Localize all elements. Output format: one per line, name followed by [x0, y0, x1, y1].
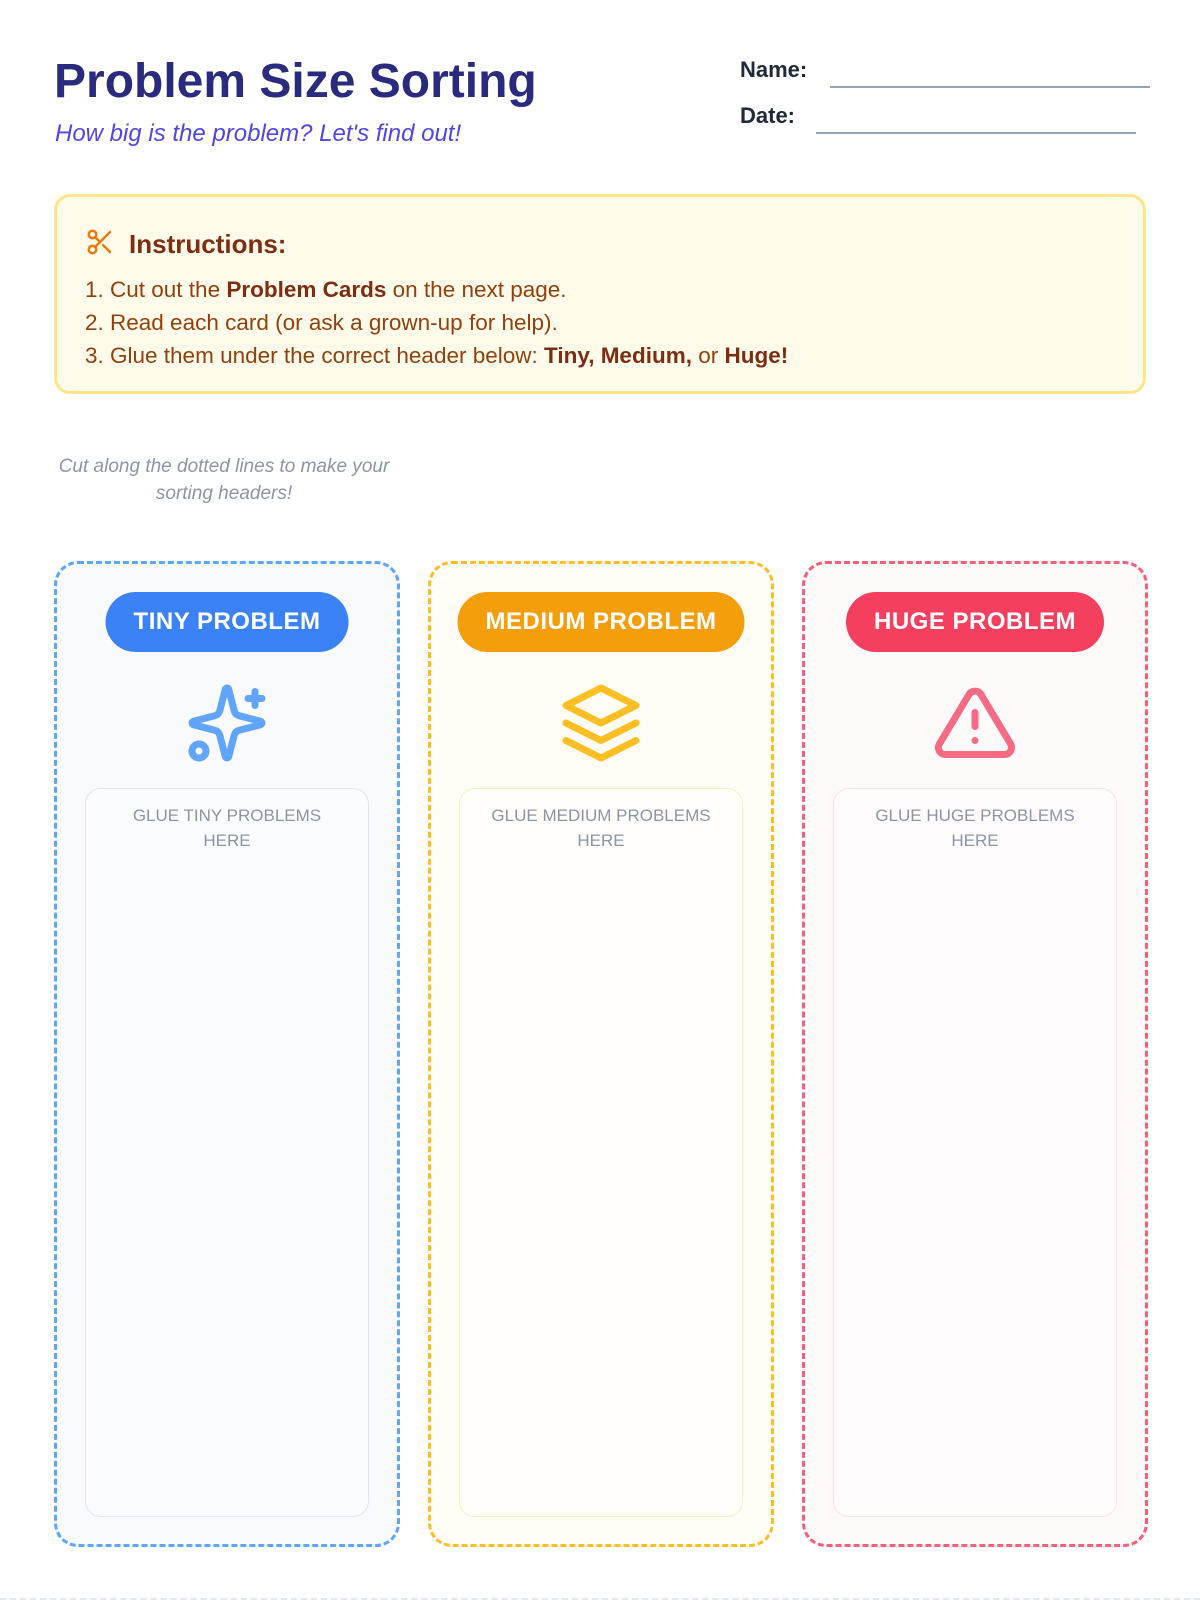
stack-layers-icon [559, 681, 643, 765]
step-bold: Tiny, Medium, [544, 343, 692, 368]
instruction-step-1 [85, 273, 788, 306]
date-field[interactable] [740, 100, 1150, 134]
instruction-step-3 [85, 339, 788, 372]
name-line[interactable] [830, 86, 1150, 88]
instructions-list [85, 273, 788, 372]
date-line[interactable] [816, 132, 1136, 134]
name-field[interactable] [740, 54, 1150, 88]
scissors-icon [85, 227, 115, 262]
huge-problem-header: HUGE PROBLEM [846, 592, 1104, 652]
tiny-problem-header: TINY PROBLEM [106, 592, 349, 652]
tiny-glue-area[interactable]: GLUE TINY PROBLEMS HERE [85, 788, 369, 1517]
medium-glue-area[interactable]: GLUE MEDIUM PROBLEMS HERE [459, 788, 743, 1517]
page-subtitle: How big is the problem? Let's find out! [55, 120, 462, 147]
instructions-header [85, 227, 286, 261]
step-text: 1. Cut out the [85, 277, 227, 302]
step-text: on the next page. [386, 277, 567, 302]
huge-glue-area[interactable]: GLUE HUGE PROBLEMS HERE [833, 788, 1117, 1517]
step-text: 3. Glue them under the correct header below: [85, 343, 545, 368]
step-text: or [691, 343, 725, 368]
step-bold: Problem Cards [226, 277, 387, 302]
instructions-title: Instructions: [129, 228, 287, 259]
sparkles-icon [185, 681, 269, 765]
instructions-box [54, 194, 1146, 394]
medium-problem-header: MEDIUM PROBLEM [458, 592, 745, 652]
huge-problem-column[interactable] [802, 561, 1148, 1547]
instruction-step-2 [85, 306, 788, 339]
date-label: Date: [740, 103, 796, 128]
step-bold: Huge! [724, 343, 789, 368]
name-label: Name: [740, 57, 808, 82]
step-text: 2. Read each card (or ask a grown-up for help). [85, 310, 558, 335]
warning-triangle-icon [933, 681, 1017, 765]
medium-problem-column[interactable] [428, 561, 774, 1547]
cut-note: Cut along the dotted lines to make your sorting headers! [58, 456, 390, 504]
page-title: Problem Size Sorting [54, 55, 537, 108]
tiny-problem-column[interactable] [54, 561, 400, 1547]
